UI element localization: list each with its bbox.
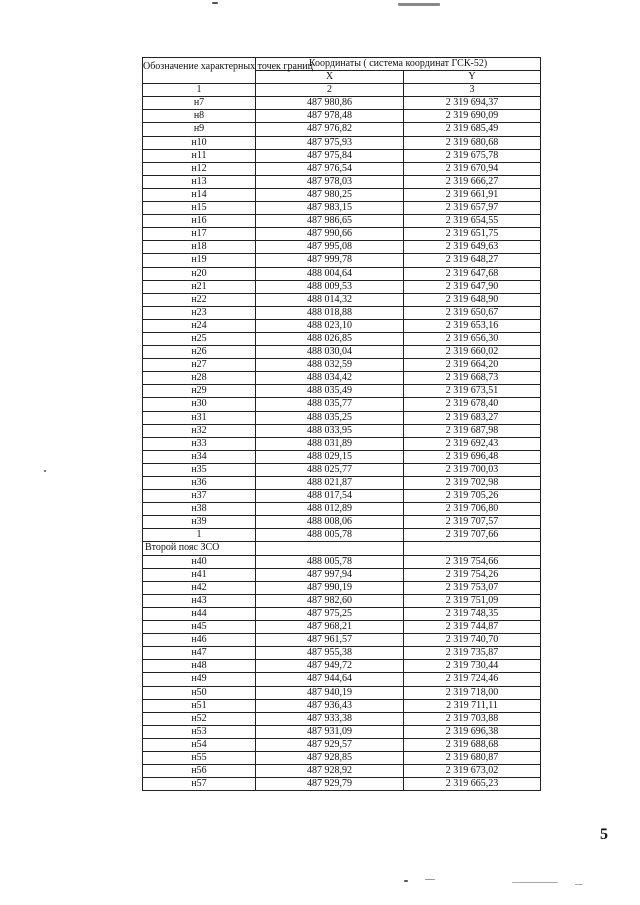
x-coordinate-cell: 487 940,19 bbox=[256, 686, 404, 699]
y-coordinate-cell: 2 319 707,57 bbox=[404, 516, 541, 529]
point-name-cell: н37 bbox=[143, 490, 256, 503]
y-coordinate-cell: 2 319 754,26 bbox=[404, 568, 541, 581]
column-number-3: 3 bbox=[404, 84, 541, 97]
table-row bbox=[143, 228, 541, 241]
y-coordinate-cell: 2 319 688,68 bbox=[404, 738, 541, 751]
point-name-cell: н46 bbox=[143, 634, 256, 647]
table-row bbox=[143, 411, 541, 424]
x-coordinate-cell: 487 949,72 bbox=[256, 660, 404, 673]
y-coordinate-cell: 2 319 735,87 bbox=[404, 647, 541, 660]
y-coordinate-cell: 2 319 673,02 bbox=[404, 765, 541, 778]
point-name-cell: н31 bbox=[143, 411, 256, 424]
point-name-cell: н13 bbox=[143, 175, 256, 188]
y-coordinate-cell: 2 319 703,88 bbox=[404, 712, 541, 725]
x-coordinate-cell: 487 990,66 bbox=[256, 228, 404, 241]
x-coordinate-cell: 487 980,25 bbox=[256, 188, 404, 201]
point-name-cell: н21 bbox=[143, 280, 256, 293]
y-coordinate-cell: 2 319 744,87 bbox=[404, 621, 541, 634]
point-name-cell: н44 bbox=[143, 607, 256, 620]
y-axis-header: Y bbox=[404, 71, 541, 84]
point-name-cell: н30 bbox=[143, 398, 256, 411]
point-name-cell: н39 bbox=[143, 516, 256, 529]
x-coordinate-cell: 488 005,78 bbox=[256, 529, 404, 542]
x-coordinate-cell: 488 025,77 bbox=[256, 463, 404, 476]
point-name-cell: н26 bbox=[143, 346, 256, 359]
table-row bbox=[143, 490, 541, 503]
x-coordinate-cell: 487 928,85 bbox=[256, 751, 404, 764]
table-row bbox=[143, 568, 541, 581]
table-row bbox=[143, 215, 541, 228]
point-name-cell: н42 bbox=[143, 581, 256, 594]
table-row bbox=[143, 594, 541, 607]
point-name-cell: н11 bbox=[143, 149, 256, 162]
x-coordinate-cell: 487 978,03 bbox=[256, 175, 404, 188]
point-name-cell: н43 bbox=[143, 594, 256, 607]
table-row bbox=[143, 555, 541, 568]
point-name-cell: н35 bbox=[143, 463, 256, 476]
table-row bbox=[143, 477, 541, 490]
x-coordinate-cell: 487 990,19 bbox=[256, 581, 404, 594]
table-row bbox=[143, 673, 541, 686]
y-coordinate-cell: 2 319 649,63 bbox=[404, 241, 541, 254]
x-coordinate-cell: 487 961,57 bbox=[256, 634, 404, 647]
scan-speck bbox=[212, 2, 218, 4]
x-coordinate-cell: 487 986,65 bbox=[256, 215, 404, 228]
x-coordinate-cell: 487 955,38 bbox=[256, 647, 404, 660]
x-coordinate-cell: 488 018,88 bbox=[256, 306, 404, 319]
x-coordinate-cell: 487 976,54 bbox=[256, 162, 404, 175]
scan-speck bbox=[404, 880, 408, 882]
y-coordinate-cell: 2 319 718,00 bbox=[404, 686, 541, 699]
y-coordinate-cell: 2 319 700,03 bbox=[404, 463, 541, 476]
point-name-cell: н27 bbox=[143, 359, 256, 372]
x-coordinate-cell: 487 982,60 bbox=[256, 594, 404, 607]
table-row bbox=[143, 346, 541, 359]
header-row bbox=[143, 58, 541, 71]
point-name-cell: н15 bbox=[143, 202, 256, 215]
x-coordinate-cell: 488 035,25 bbox=[256, 411, 404, 424]
empty-cell bbox=[256, 542, 404, 555]
y-coordinate-cell: 2 319 748,35 bbox=[404, 607, 541, 620]
table-row bbox=[143, 634, 541, 647]
point-name-cell: н32 bbox=[143, 424, 256, 437]
x-coordinate-cell: 488 009,53 bbox=[256, 280, 404, 293]
y-coordinate-cell: 2 319 680,87 bbox=[404, 751, 541, 764]
y-coordinate-cell: 2 319 696,48 bbox=[404, 450, 541, 463]
y-coordinate-cell: 2 319 740,70 bbox=[404, 634, 541, 647]
point-name-cell: н24 bbox=[143, 319, 256, 332]
table-row bbox=[143, 372, 541, 385]
y-coordinate-cell: 2 319 675,78 bbox=[404, 149, 541, 162]
section-row bbox=[143, 542, 541, 555]
point-name-cell: н41 bbox=[143, 568, 256, 581]
x-coordinate-cell: 488 021,87 bbox=[256, 477, 404, 490]
point-name-cell: н25 bbox=[143, 332, 256, 345]
table-row bbox=[143, 738, 541, 751]
point-name-cell: н57 bbox=[143, 778, 256, 791]
y-coordinate-cell: 2 319 650,67 bbox=[404, 306, 541, 319]
x-axis-header: X bbox=[256, 71, 404, 84]
y-coordinate-cell: 2 319 673,51 bbox=[404, 385, 541, 398]
table-row bbox=[143, 516, 541, 529]
y-coordinate-cell: 2 319 647,90 bbox=[404, 280, 541, 293]
x-coordinate-cell: 487 929,79 bbox=[256, 778, 404, 791]
y-coordinate-cell: 2 319 668,73 bbox=[404, 372, 541, 385]
x-coordinate-cell: 488 026,85 bbox=[256, 332, 404, 345]
x-coordinate-cell: 487 936,43 bbox=[256, 699, 404, 712]
x-coordinate-cell: 487 995,08 bbox=[256, 241, 404, 254]
x-coordinate-cell: 487 999,78 bbox=[256, 254, 404, 267]
point-name-cell: н53 bbox=[143, 725, 256, 738]
table-row bbox=[143, 162, 541, 175]
y-coordinate-cell: 2 319 661,91 bbox=[404, 188, 541, 201]
y-coordinate-cell: 2 319 753,07 bbox=[404, 581, 541, 594]
table-row bbox=[143, 699, 541, 712]
y-coordinate-cell: 2 319 707,66 bbox=[404, 529, 541, 542]
x-coordinate-cell: 487 929,57 bbox=[256, 738, 404, 751]
table-row bbox=[143, 660, 541, 673]
table-row bbox=[143, 778, 541, 791]
point-designation-header: Обозначение характерных точек границ bbox=[143, 58, 256, 84]
x-coordinate-cell: 488 034,42 bbox=[256, 372, 404, 385]
x-coordinate-cell: 487 975,84 bbox=[256, 149, 404, 162]
x-coordinate-cell: 488 012,89 bbox=[256, 503, 404, 516]
point-name-cell: н45 bbox=[143, 621, 256, 634]
y-coordinate-cell: 2 319 711,11 bbox=[404, 699, 541, 712]
table-row bbox=[143, 398, 541, 411]
point-name-cell: н20 bbox=[143, 267, 256, 280]
table-row bbox=[143, 437, 541, 450]
y-coordinate-cell: 2 319 656,30 bbox=[404, 332, 541, 345]
y-coordinate-cell: 2 319 694,37 bbox=[404, 97, 541, 110]
table-row bbox=[143, 647, 541, 660]
table-row bbox=[143, 175, 541, 188]
y-coordinate-cell: 2 319 724,46 bbox=[404, 673, 541, 686]
scan-speck bbox=[425, 879, 435, 880]
table-row bbox=[143, 332, 541, 345]
y-coordinate-cell: 2 319 685,49 bbox=[404, 123, 541, 136]
x-coordinate-cell: 487 983,15 bbox=[256, 202, 404, 215]
y-coordinate-cell: 2 319 665,23 bbox=[404, 778, 541, 791]
y-coordinate-cell: 2 319 660,02 bbox=[404, 346, 541, 359]
point-name-cell: н49 bbox=[143, 673, 256, 686]
point-name-cell: н22 bbox=[143, 293, 256, 306]
y-coordinate-cell: 2 319 664,20 bbox=[404, 359, 541, 372]
y-coordinate-cell: 2 319 687,98 bbox=[404, 424, 541, 437]
table-row bbox=[143, 581, 541, 594]
point-name-cell: н51 bbox=[143, 699, 256, 712]
point-name-cell: н52 bbox=[143, 712, 256, 725]
point-name-cell: н17 bbox=[143, 228, 256, 241]
y-coordinate-cell: 2 319 696,38 bbox=[404, 725, 541, 738]
coordinates-table bbox=[142, 57, 541, 791]
point-name-cell: н48 bbox=[143, 660, 256, 673]
y-coordinate-cell: 2 319 754,66 bbox=[404, 555, 541, 568]
table-row bbox=[143, 424, 541, 437]
y-coordinate-cell: 2 319 647,68 bbox=[404, 267, 541, 280]
point-name-cell: н36 bbox=[143, 477, 256, 490]
point-name-cell: н55 bbox=[143, 751, 256, 764]
x-coordinate-cell: 488 035,49 bbox=[256, 385, 404, 398]
table-row bbox=[143, 712, 541, 725]
column-number-2: 2 bbox=[256, 84, 404, 97]
y-coordinate-cell: 2 319 648,90 bbox=[404, 293, 541, 306]
table-row bbox=[143, 359, 541, 372]
coordinates-table-body bbox=[143, 58, 541, 791]
x-coordinate-cell: 487 928,92 bbox=[256, 765, 404, 778]
scan-speck bbox=[398, 3, 440, 6]
table-row bbox=[143, 607, 541, 620]
y-coordinate-cell: 2 319 730,44 bbox=[404, 660, 541, 673]
point-name-cell: н47 bbox=[143, 647, 256, 660]
x-coordinate-cell: 487 968,21 bbox=[256, 621, 404, 634]
y-coordinate-cell: 2 319 648,27 bbox=[404, 254, 541, 267]
x-coordinate-cell: 487 975,93 bbox=[256, 136, 404, 149]
coordinates-header: Координаты ( система координат ГСК-52) bbox=[256, 58, 541, 71]
table-row bbox=[143, 202, 541, 215]
column-number-row bbox=[143, 84, 541, 97]
point-name-cell: 1 bbox=[143, 529, 256, 542]
y-coordinate-cell: 2 319 666,27 bbox=[404, 175, 541, 188]
point-name-cell: н28 bbox=[143, 372, 256, 385]
y-coordinate-cell: 2 319 751,09 bbox=[404, 594, 541, 607]
table-row bbox=[143, 503, 541, 516]
scan-speck bbox=[44, 470, 46, 472]
x-coordinate-cell: 488 031,89 bbox=[256, 437, 404, 450]
table-row bbox=[143, 110, 541, 123]
table-row bbox=[143, 254, 541, 267]
point-name-cell: н40 bbox=[143, 555, 256, 568]
x-coordinate-cell: 488 004,64 bbox=[256, 267, 404, 280]
y-coordinate-cell: 2 319 690,09 bbox=[404, 110, 541, 123]
x-coordinate-cell: 487 975,25 bbox=[256, 607, 404, 620]
table-row bbox=[143, 529, 541, 542]
x-coordinate-cell: 488 035,77 bbox=[256, 398, 404, 411]
point-name-cell: н8 bbox=[143, 110, 256, 123]
x-coordinate-cell: 488 032,59 bbox=[256, 359, 404, 372]
table-row bbox=[143, 686, 541, 699]
table-row bbox=[143, 241, 541, 254]
x-coordinate-cell: 488 014,32 bbox=[256, 293, 404, 306]
table-row bbox=[143, 725, 541, 738]
page-number: 5 bbox=[600, 826, 608, 843]
y-coordinate-cell: 2 319 680,68 bbox=[404, 136, 541, 149]
y-coordinate-cell: 2 319 678,40 bbox=[404, 398, 541, 411]
x-coordinate-cell: 487 976,82 bbox=[256, 123, 404, 136]
y-coordinate-cell: 2 319 692,43 bbox=[404, 437, 541, 450]
point-name-cell: н23 bbox=[143, 306, 256, 319]
x-coordinate-cell: 488 030,04 bbox=[256, 346, 404, 359]
y-coordinate-cell: 2 319 651,75 bbox=[404, 228, 541, 241]
x-coordinate-cell: 488 023,10 bbox=[256, 319, 404, 332]
empty-cell bbox=[404, 542, 541, 555]
y-coordinate-cell: 2 319 670,94 bbox=[404, 162, 541, 175]
point-name-cell: н12 bbox=[143, 162, 256, 175]
table-row bbox=[143, 450, 541, 463]
scan-speck bbox=[575, 884, 583, 885]
section-title: Второй пояс ЗСО bbox=[143, 542, 256, 555]
y-coordinate-cell: 2 319 683,27 bbox=[404, 411, 541, 424]
point-name-cell: н50 bbox=[143, 686, 256, 699]
x-coordinate-cell: 488 029,15 bbox=[256, 450, 404, 463]
point-name-cell: н54 bbox=[143, 738, 256, 751]
table-row bbox=[143, 123, 541, 136]
scan-speck bbox=[512, 882, 558, 883]
y-coordinate-cell: 2 319 653,16 bbox=[404, 319, 541, 332]
point-name-cell: н38 bbox=[143, 503, 256, 516]
table-row bbox=[143, 97, 541, 110]
x-coordinate-cell: 488 033,95 bbox=[256, 424, 404, 437]
y-coordinate-cell: 2 319 706,80 bbox=[404, 503, 541, 516]
point-name-cell: н16 bbox=[143, 215, 256, 228]
table-row bbox=[143, 280, 541, 293]
table-row bbox=[143, 765, 541, 778]
y-coordinate-cell: 2 319 654,55 bbox=[404, 215, 541, 228]
table-row bbox=[143, 385, 541, 398]
point-name-cell: н29 bbox=[143, 385, 256, 398]
column-number-1: 1 bbox=[143, 84, 256, 97]
x-coordinate-cell: 487 978,48 bbox=[256, 110, 404, 123]
y-coordinate-cell: 2 319 702,98 bbox=[404, 477, 541, 490]
point-name-cell: н56 bbox=[143, 765, 256, 778]
point-name-cell: н19 bbox=[143, 254, 256, 267]
x-coordinate-cell: 487 933,38 bbox=[256, 712, 404, 725]
x-coordinate-cell: 488 005,78 bbox=[256, 555, 404, 568]
table-row bbox=[143, 319, 541, 332]
x-coordinate-cell: 488 017,54 bbox=[256, 490, 404, 503]
y-coordinate-cell: 2 319 657,97 bbox=[404, 202, 541, 215]
table-row bbox=[143, 188, 541, 201]
point-name-cell: н10 bbox=[143, 136, 256, 149]
x-coordinate-cell: 488 008,06 bbox=[256, 516, 404, 529]
point-name-cell: н9 bbox=[143, 123, 256, 136]
point-name-cell: н34 bbox=[143, 450, 256, 463]
x-coordinate-cell: 487 997,94 bbox=[256, 568, 404, 581]
table-row bbox=[143, 751, 541, 764]
table-row bbox=[143, 136, 541, 149]
table-row bbox=[143, 267, 541, 280]
y-coordinate-cell: 2 319 705,26 bbox=[404, 490, 541, 503]
table-row bbox=[143, 149, 541, 162]
x-coordinate-cell: 487 980,86 bbox=[256, 97, 404, 110]
x-coordinate-cell: 487 931,09 bbox=[256, 725, 404, 738]
table-row bbox=[143, 293, 541, 306]
point-name-cell: н33 bbox=[143, 437, 256, 450]
table-row bbox=[143, 463, 541, 476]
x-coordinate-cell: 487 944,64 bbox=[256, 673, 404, 686]
table-row bbox=[143, 621, 541, 634]
point-name-cell: н14 bbox=[143, 188, 256, 201]
table-row bbox=[143, 306, 541, 319]
point-name-cell: н18 bbox=[143, 241, 256, 254]
point-name-cell: н7 bbox=[143, 97, 256, 110]
